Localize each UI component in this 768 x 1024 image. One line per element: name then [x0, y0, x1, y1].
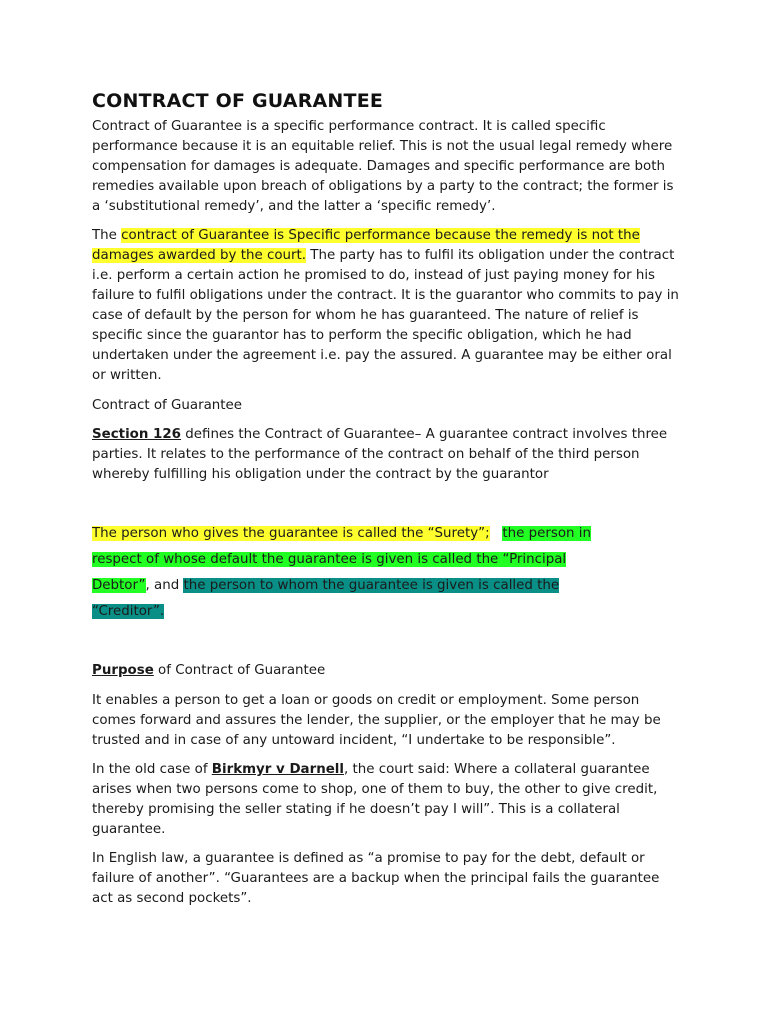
principal-debtor-highlight: the person in respect of whose default the guarantee is given is called the “Principal Debtor”	[92, 526, 592, 593]
surety-highlight: The person who gives the guarantee is called the “Surety”;	[92, 526, 490, 541]
birkmyr-case-link[interactable]: Birkmyr v Darnell	[211, 762, 344, 777]
subheading: Contract of Guarantee	[92, 398, 243, 413]
birkmyr-paragraph	[92, 760, 682, 840]
section-126-link[interactable]: Section 126	[92, 427, 182, 442]
parties-mid: , and	[145, 578, 184, 593]
page-title: CONTRACT OF GUARANTEE	[92, 90, 384, 112]
purpose-paragraph: It enables a person to get a loan or goods on credit or employment. Some person comes forward and assures the lender, the supplier, or the employer that he may be trusted and in case of any untoward incident, “I undertake to be responsible”.	[92, 693, 661, 748]
purpose-bold: Purpose	[92, 663, 154, 678]
p3-rest: defines the Contract of Guarantee– A guarantee contract involves three parties. It relates to the performance of the contract on behalf of the third person whereby fulfilling his obligation under the contract by the guarantor	[92, 427, 668, 482]
p5-lead: In the old case of	[92, 762, 212, 777]
specific-performance-paragraph	[92, 226, 682, 386]
p2-highlight: contract of Guarantee is Specific performance because the remedy is not the damages awarded by the court.	[92, 228, 640, 263]
p2-lead: The	[92, 228, 122, 243]
section-paragraph	[92, 425, 682, 485]
p5-rest: , the court said: Where a collateral guarantee arises when two persons come to shop, one of them to buy, the other to give credit, thereby promising the seller stating if he doesn’t pay I will”. This is a collateral guarantee.	[92, 762, 658, 837]
creditor-highlight: the person to whom the guarantee is given is called the “Creditor”.	[92, 578, 560, 619]
p2-rest: The party has to fulfil its obligation under the contract i.e. perform a certain action he promised to do, instead of just paying money for his failure to fulfil obligations under the contract. It is the guarantor who commits to pay in case of default by the person for whom he has guaranteed. The nature of relief is specific since the guarantor has to perform the specific obligation, which he had undertaken under the agreement i.e. pay the assured. A guarantee may be either oral or written.	[92, 248, 679, 383]
english-law-paragraph: In English law, a guarantee is defined as “a promise to pay for the debt, default or failure of another”. “Guarantees are a backup when the principal fails the guarantee act as second pockets”.	[92, 851, 660, 906]
parties-paragraph	[92, 521, 592, 625]
intro-paragraph: Contract of Guarantee is a specific performance contract. It is called specific performance because it is an equitable relief. This is not the usual legal remedy where compensation for damages is adequate. Damages and specific performance are both remedies available upon breach of obligations by a party to the contract; the former is a ‘substitutional remedy’, and the latter a ‘specific remedy’.	[92, 119, 674, 214]
gap	[490, 526, 503, 541]
purpose-heading	[92, 661, 682, 681]
purpose-rest: of Contract of Guarantee	[153, 663, 326, 678]
